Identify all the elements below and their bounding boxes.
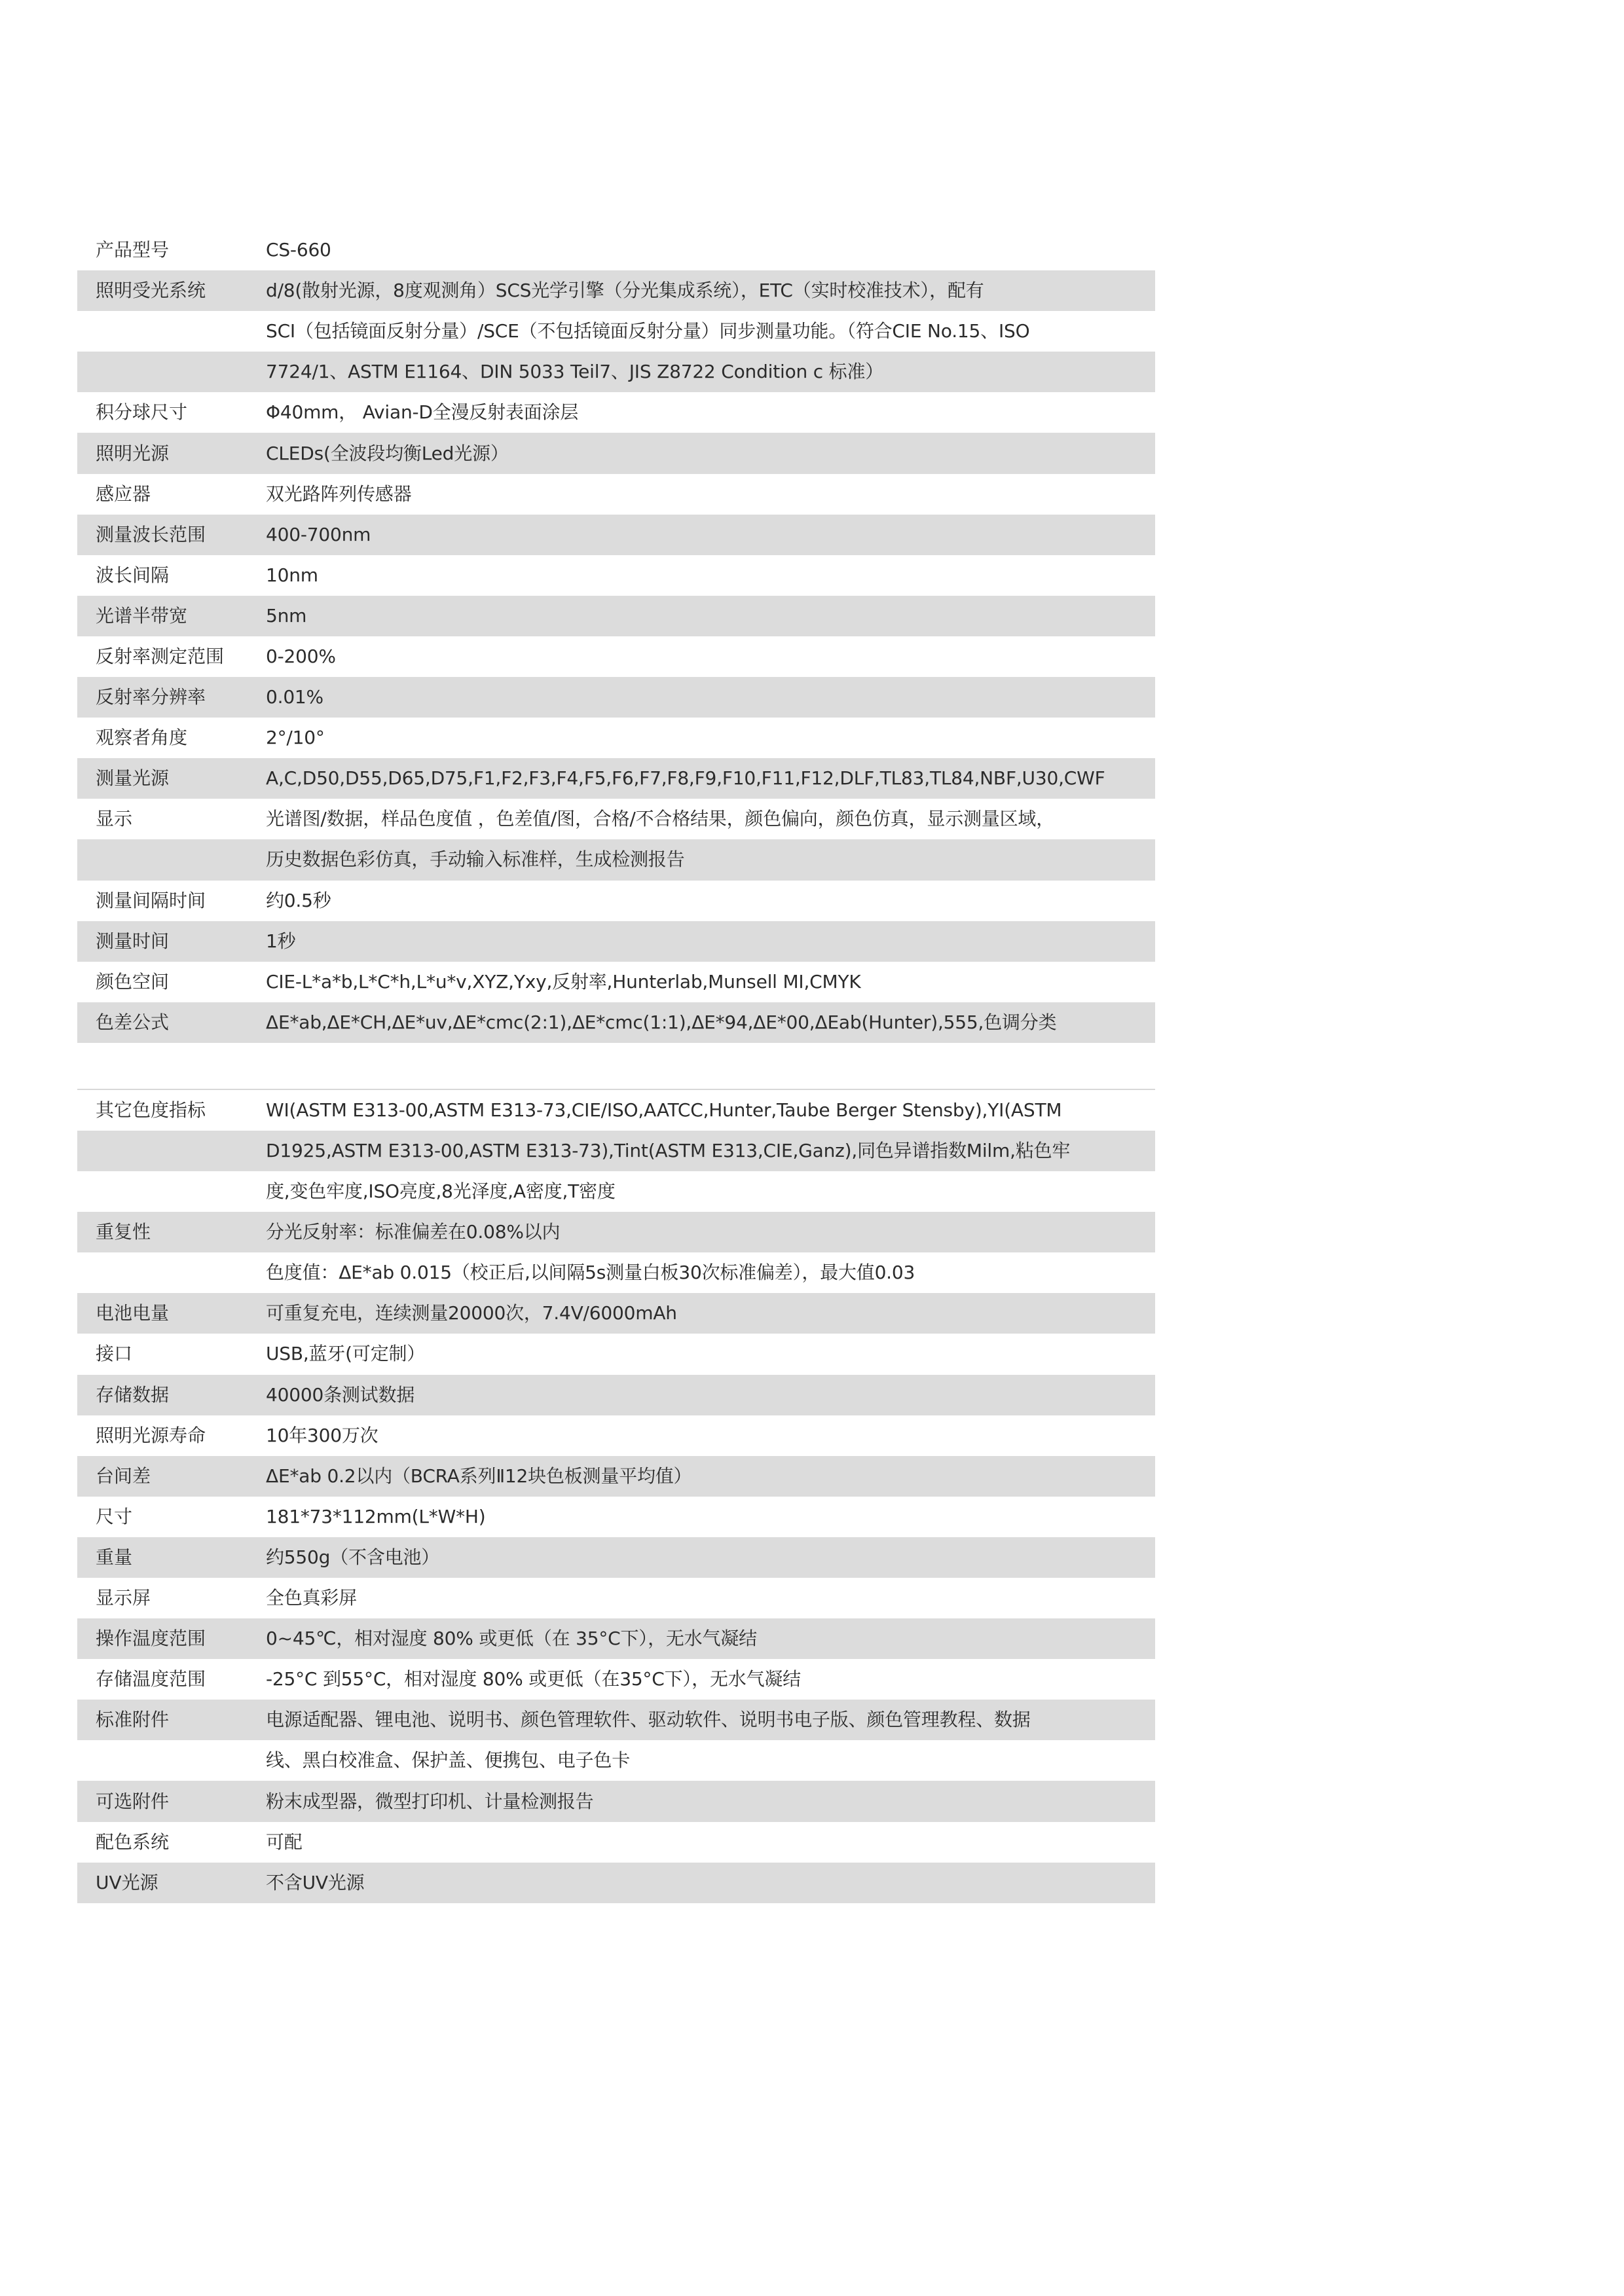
spec-value: 7724/1、ASTM E1164、DIN 5033 Teil7、JIS Z8722 Condition c 标准） <box>266 361 884 383</box>
spec-value: 0.01% <box>266 686 323 708</box>
spec-value: 5nm <box>266 604 307 627</box>
spec-row <box>77 1659 1155 1700</box>
spec-value: 0~45℃，相对湿度 80% 或更低（在 35°C下），无水气凝结 <box>266 1628 757 1650</box>
spec-value: 2°/10° <box>266 727 325 749</box>
spec-label: 积分球尺寸 <box>96 401 188 424</box>
spec-label: 其它色度指标 <box>96 1099 206 1121</box>
spec-label: 照明光源寿命 <box>96 1424 206 1446</box>
spec-row <box>77 1090 1155 1131</box>
spec-label: 测量时间 <box>96 930 170 952</box>
spec-table <box>77 230 1155 1903</box>
spec-row <box>77 1002 1155 1043</box>
spec-label: 重量 <box>96 1546 133 1568</box>
spec-label: 显示 <box>96 808 133 830</box>
spec-value: 不含UV光源 <box>266 1871 365 1893</box>
spec-value: 全色真彩屏 <box>266 1587 358 1609</box>
spec-row <box>77 636 1155 677</box>
spec-label: 存储数据 <box>96 1383 170 1406</box>
spec-label: 颜色空间 <box>96 970 170 993</box>
spec-row <box>77 474 1155 515</box>
spec-label: 显示屏 <box>96 1587 151 1609</box>
spec-value: 40000条测试数据 <box>266 1383 415 1406</box>
spec-value: D1925,ASTM E313-00,ASTM E313-73),Tint(ASTM E313,CIE,Ganz),同色异谱指数Milm,粘色牢 <box>266 1140 1071 1162</box>
section-divider <box>77 1043 1155 1090</box>
spec-row <box>77 758 1155 799</box>
spec-label: 测量光源 <box>96 767 170 790</box>
spec-row <box>77 311 1155 352</box>
spec-row <box>77 1171 1155 1212</box>
spec-value: 10年300万次 <box>266 1424 378 1446</box>
spec-value: 约550g（不含电池） <box>266 1546 440 1568</box>
spec-label: 波长间隔 <box>96 564 170 586</box>
spec-row <box>77 1740 1155 1781</box>
spec-label: 配色系统 <box>96 1831 170 1853</box>
spec-row <box>77 270 1155 311</box>
spec-row <box>77 352 1155 392</box>
spec-value: USB,蓝牙(可定制） <box>266 1343 426 1365</box>
spec-row <box>77 1537 1155 1578</box>
spec-row <box>77 962 1155 1002</box>
spec-value: 线、黑白校准盒、保护盖、便携包、电子色卡 <box>266 1749 631 1772</box>
spec-row <box>77 1863 1155 1903</box>
spec-label: 台间差 <box>96 1465 151 1487</box>
spec-row <box>77 718 1155 758</box>
spec-label: 感应器 <box>96 483 151 505</box>
spec-label: 可选附件 <box>96 1790 170 1812</box>
spec-label: 操作温度范围 <box>96 1628 206 1650</box>
spec-row <box>77 596 1155 636</box>
spec-label: 电池电量 <box>96 1302 170 1324</box>
spec-row <box>77 1334 1155 1374</box>
spec-label: 色差公式 <box>96 1011 170 1033</box>
spec-row <box>77 392 1155 433</box>
spec-row <box>77 1822 1155 1863</box>
spec-value: WI(ASTM E313-00,ASTM E313-73,CIE/ISO,AATCC,Hunter,Taube Berger Stensby),YI(ASTM <box>266 1099 1062 1121</box>
spec-row <box>77 1700 1155 1740</box>
spec-row <box>77 1212 1155 1252</box>
spec-value: 10nm <box>266 564 318 586</box>
spec-value: CIE-L*a*b,L*C*h,L*u*v,XYZ,Yxy,反射率,Hunterlab,Munsell MI,CMYK <box>266 970 861 993</box>
spec-row <box>77 555 1155 596</box>
spec-row <box>77 1415 1155 1456</box>
spec-value: 约0.5秒 <box>266 889 331 911</box>
spec-row <box>77 433 1155 473</box>
spec-row <box>77 1293 1155 1334</box>
spec-label: 接口 <box>96 1343 133 1365</box>
spec-value: 可重复充电，连续测量20000次，7.4V/6000mAh <box>266 1302 677 1324</box>
spec-value: 历史数据色彩仿真，手动输入标准样，生成检测报告 <box>266 848 685 871</box>
spec-label: 反射率分辨率 <box>96 686 206 708</box>
spec-row <box>77 799 1155 839</box>
spec-label: 光谱半带宽 <box>96 604 188 627</box>
spec-value: 光谱图/数据，样品色度值 ，色差值/图，合格/不合格结果，颜色偏向，颜色仿真，显示测量区域， <box>266 808 1055 830</box>
spec-row <box>77 677 1155 718</box>
spec-row <box>77 1456 1155 1497</box>
spec-value: 电源适配器、锂电池、说明书、颜色管理软件、驱动软件、说明书电子版、颜色管理教程、数据 <box>266 1709 1031 1731</box>
spec-value: d/8(散射光源，8度观测角）SCS光学引擎（分光集成系统），ETC（实时校准技术），配有 <box>266 280 984 302</box>
spec-value: 双光路阵列传感器 <box>266 483 412 505</box>
spec-value: 1秒 <box>266 930 296 952</box>
spec-label: 尺寸 <box>96 1505 133 1527</box>
spec-label: 标准附件 <box>96 1709 170 1731</box>
spec-row <box>77 839 1155 880</box>
spec-value: ΔE*ab 0.2以内（BCRA系列Ⅱ12块色板测量平均值） <box>266 1465 692 1487</box>
spec-label: 照明光源 <box>96 442 170 464</box>
spec-value: 可配 <box>266 1831 303 1853</box>
spec-value: 色度值：ΔE*ab 0.015（校正后,以间隔5s测量白板30次标准偏差），最大值0.03 <box>266 1262 915 1284</box>
spec-label: 反射率测定范围 <box>96 645 225 667</box>
spec-label: 重复性 <box>96 1221 151 1243</box>
spec-value: 0-200% <box>266 645 336 667</box>
spec-row <box>77 1497 1155 1537</box>
spec-value: SCI（包括镜面反射分量）/SCE（不包括镜面反射分量）同步测量功能。（符合CIE No.15、ISO <box>266 320 1030 342</box>
spec-value: CLEDs(全波段均衡Led光源） <box>266 442 509 464</box>
spec-label: 测量间隔时间 <box>96 889 206 911</box>
spec-value: CS-660 <box>266 239 331 261</box>
spec-row <box>77 515 1155 555</box>
spec-label: 存储温度范围 <box>96 1668 206 1690</box>
spec-row <box>77 1781 1155 1821</box>
spec-row <box>77 921 1155 962</box>
spec-value: 分光反射率：标准偏差在0.08%以内 <box>266 1221 561 1243</box>
spec-label: 产品型号 <box>96 239 170 261</box>
spec-row <box>77 1618 1155 1659</box>
spec-value: 400-700nm <box>266 523 371 545</box>
spec-value: A,C,D50,D55,D65,D75,F1,F2,F3,F4,F5,F6,F7,F8,F9,F10,F11,F12,DLF,TL83,TL84,NBF,U30,CWF <box>266 767 1105 790</box>
spec-label: UV光源 <box>96 1871 158 1893</box>
spec-value: ΔE*ab,ΔE*CH,ΔE*uv,ΔE*cmc(2:1),ΔE*cmc(1:1),ΔE*94,ΔE*00,ΔEab(Hunter),555,色调分类 <box>266 1011 1057 1033</box>
spec-row <box>77 230 1155 270</box>
spec-value: Φ40mm， Avian-D全漫反射表面涂层 <box>266 401 579 424</box>
spec-row <box>77 1375 1155 1415</box>
spec-row <box>77 1252 1155 1293</box>
spec-row <box>77 881 1155 921</box>
spec-value: -25°C 到55°C，相对湿度 80% 或更低（在35°C下），无水气凝结 <box>266 1668 801 1690</box>
spec-label: 观察者角度 <box>96 727 188 749</box>
spec-value: 181*73*112mm(L*W*H) <box>266 1505 486 1527</box>
spec-value: 度,变色牢度,ISO亮度,8光泽度,A密度,T密度 <box>266 1180 616 1203</box>
spec-label: 照明受光系统 <box>96 280 206 302</box>
spec-row <box>77 1578 1155 1618</box>
spec-label: 测量波长范围 <box>96 523 206 545</box>
spec-value: 粉末成型器，微型打印机、计量检测报告 <box>266 1790 594 1812</box>
spec-row <box>77 1131 1155 1171</box>
